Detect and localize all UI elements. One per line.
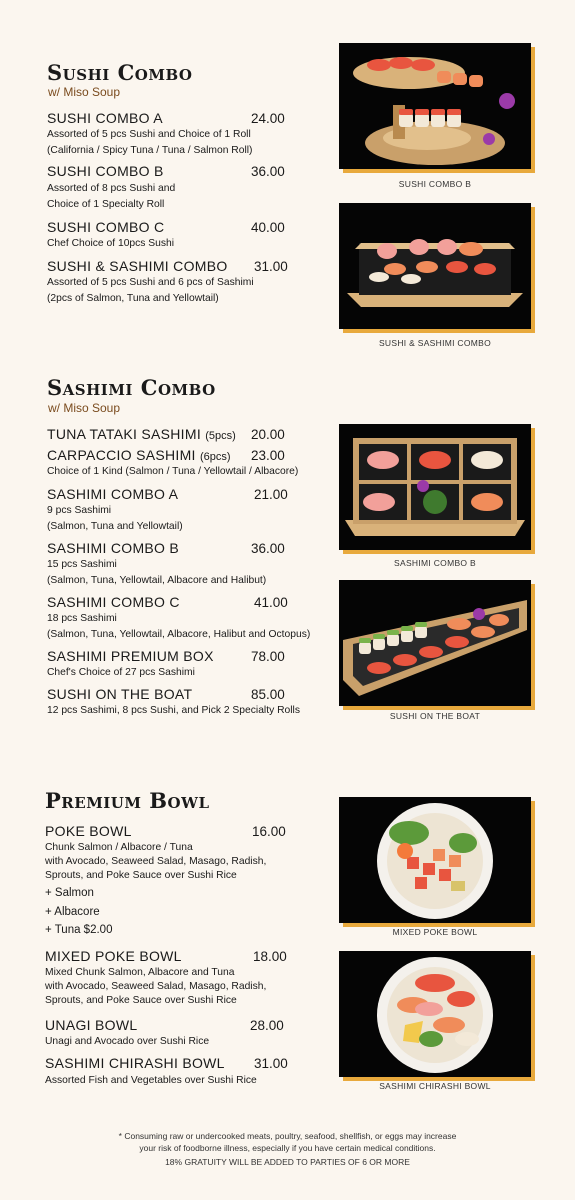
item-name: SUSHI ON THE BOAT [47,686,193,702]
item-desc: Assorted of 8 pcs Sushi and [47,183,176,194]
item-price: 28.00 [250,1018,284,1033]
section-title-sashimi-combo: Sashimi Combo [47,375,216,400]
item-name-text: CARPACCIO SASHIMI [47,447,196,463]
item-desc: Chef Choice of 10pcs Sushi [47,238,175,249]
item-desc: Sprouts, and Poke Sauce over Sushi Rice [45,995,237,1006]
poke-bowl-image [339,797,531,923]
sushi-boat-image [339,580,531,706]
addon-item: + Tuna $2.00 [45,924,113,936]
item-price: 23.00 [251,448,285,463]
item-price: 18.00 [253,949,287,964]
item-name: SASHIMI PREMIUM BOX [47,648,214,664]
item-desc: (2pcs of Salmon, Tuna and Yellowtail) [47,293,219,304]
item-name [47,426,236,442]
item-desc: 9 pcs Sashimi [47,505,112,516]
photo-caption: SUSHI ON THE BOAT [389,711,481,721]
item-price: 31.00 [254,259,288,274]
item-name: SUSHI COMBO A [47,110,163,126]
section-subtitle: w/ Miso Soup [48,401,121,415]
section-subtitle: w/ Miso Soup [48,85,121,99]
photo-mixed-poke-bowl [339,797,531,923]
item-price: 41.00 [254,595,288,610]
item-price: 36.00 [251,541,285,556]
section-title-sushi-combo: Sushi Combo [47,60,193,85]
item-name: SUSHI COMBO C [47,219,165,235]
item-name: UNAGI BOWL [45,1017,138,1033]
footer-gratuity-note: 18% GRATUITY WILL BE ADDED TO PARTIES OF 6 OR MORE [165,1157,410,1167]
item-price: 24.00 [251,111,285,126]
item-price: 85.00 [251,687,285,702]
photo-caption: SUSHI & SASHIMI COMBO [378,338,492,348]
section-title-premium-bowl: Premium Bowl [45,788,210,813]
item-price: 21.00 [254,487,288,502]
item-desc: Chunk Salmon / Albacore / Tuna [45,842,193,853]
item-desc: 12 pcs Sashimi, 8 pcs Sushi, and Pick 2 Specialty Rolls [47,705,300,716]
item-desc: Assorted of 5 pcs Sushi and 6 pcs of Sashimi [47,277,254,288]
sashimi-box-image [339,424,531,550]
item-name: SASHIMI COMBO B [47,540,180,556]
item-desc: (Salmon, Tuna, Yellowtail, Albacore, Halibut and Octopus) [47,629,311,640]
photo-sashimi-chirashi-bowl [339,951,531,1077]
photo-sushi-on-the-boat [339,580,531,706]
item-name: SUSHI COMBO B [47,163,164,179]
item-desc: (California / Spicy Tuna / Tuna / Salmon Roll) [47,145,253,156]
item-desc: (Salmon, Tuna and Yellowtail) [47,521,183,532]
item-desc: Unagi and Avocado over Sushi Rice [45,1036,210,1047]
item-price: 31.00 [254,1056,288,1071]
item-note: (6pcs) [199,451,231,463]
item-name: SUSHI & SASHIMI COMBO [47,258,228,274]
photo-sushi-sashimi-combo [339,203,531,329]
item-price: 20.00 [251,427,285,442]
item-desc: Assorted of 5 pcs Sushi and Choice of 1 Roll [47,129,251,140]
item-name: SASHIMI COMBO A [47,486,179,502]
photo-sashimi-combo-b [339,424,531,550]
photo-sushi-combo-b [339,43,531,169]
photo-caption: SASHIMI CHIRASHI BOWL [379,1081,491,1091]
chirashi-bowl-image [339,951,531,1077]
sushi-platter-image [339,43,531,169]
item-desc: (Salmon, Tuna, Yellowtail, Albacore and Halibut) [47,575,267,586]
item-name: POKE BOWL [45,823,132,839]
item-note: (5pcs) [205,430,236,442]
item-price: 40.00 [251,220,285,235]
item-desc: with Avocado, Seaweed Salad, Masago, Radish, [45,856,267,867]
footer-disclaimer-line1: * Consuming raw or undercooked meats, poultry, seafood, shellfish, or eggs may increase [118,1131,457,1141]
item-desc: with Avocado, Seaweed Salad, Masago, Radish, [45,981,267,992]
item-name: MIXED POKE BOWL [45,948,182,964]
item-name: SASHIMI CHIRASHI BOWL [45,1055,225,1071]
photo-caption: SUSHI COMBO B [398,179,472,189]
item-desc: 18 pcs Sashimi [47,613,117,624]
addon-item: + Salmon [45,887,94,899]
item-desc: Mixed Chunk Salmon, Albacore and Tuna [45,967,235,978]
item-price: 36.00 [251,164,285,179]
item-desc: Choice of 1 Kind (Salmon / Tuna / Yellowtail / Albacore) [47,466,299,477]
sushi-boat-box-image [339,203,531,329]
item-desc: Assorted Fish and Vegetables over Sushi Rice [45,1075,257,1086]
item-name-text: TUNA TATAKI SASHIMI [47,426,202,442]
photo-caption: SASHIMI COMBO B [394,558,476,568]
photo-caption: MIXED POKE BOWL [392,927,478,937]
item-desc: Sprouts, and Poke Sauce over Sushi Rice [45,870,237,881]
item-desc: 15 pcs Sashimi [47,559,117,570]
item-desc: Choice of 1 Specialty Roll [47,199,165,210]
addon-item: + Albacore [45,906,100,918]
item-price: 78.00 [251,649,285,664]
item-price: 16.00 [252,824,286,839]
item-name [47,447,231,463]
footer-disclaimer-line2: your risk of foodborne illness, especially if you have certain medical conditions. [139,1143,436,1153]
item-name: SASHIMI COMBO C [47,594,180,610]
item-desc: Chef's Choice of 27 pcs Sashimi [47,667,195,678]
